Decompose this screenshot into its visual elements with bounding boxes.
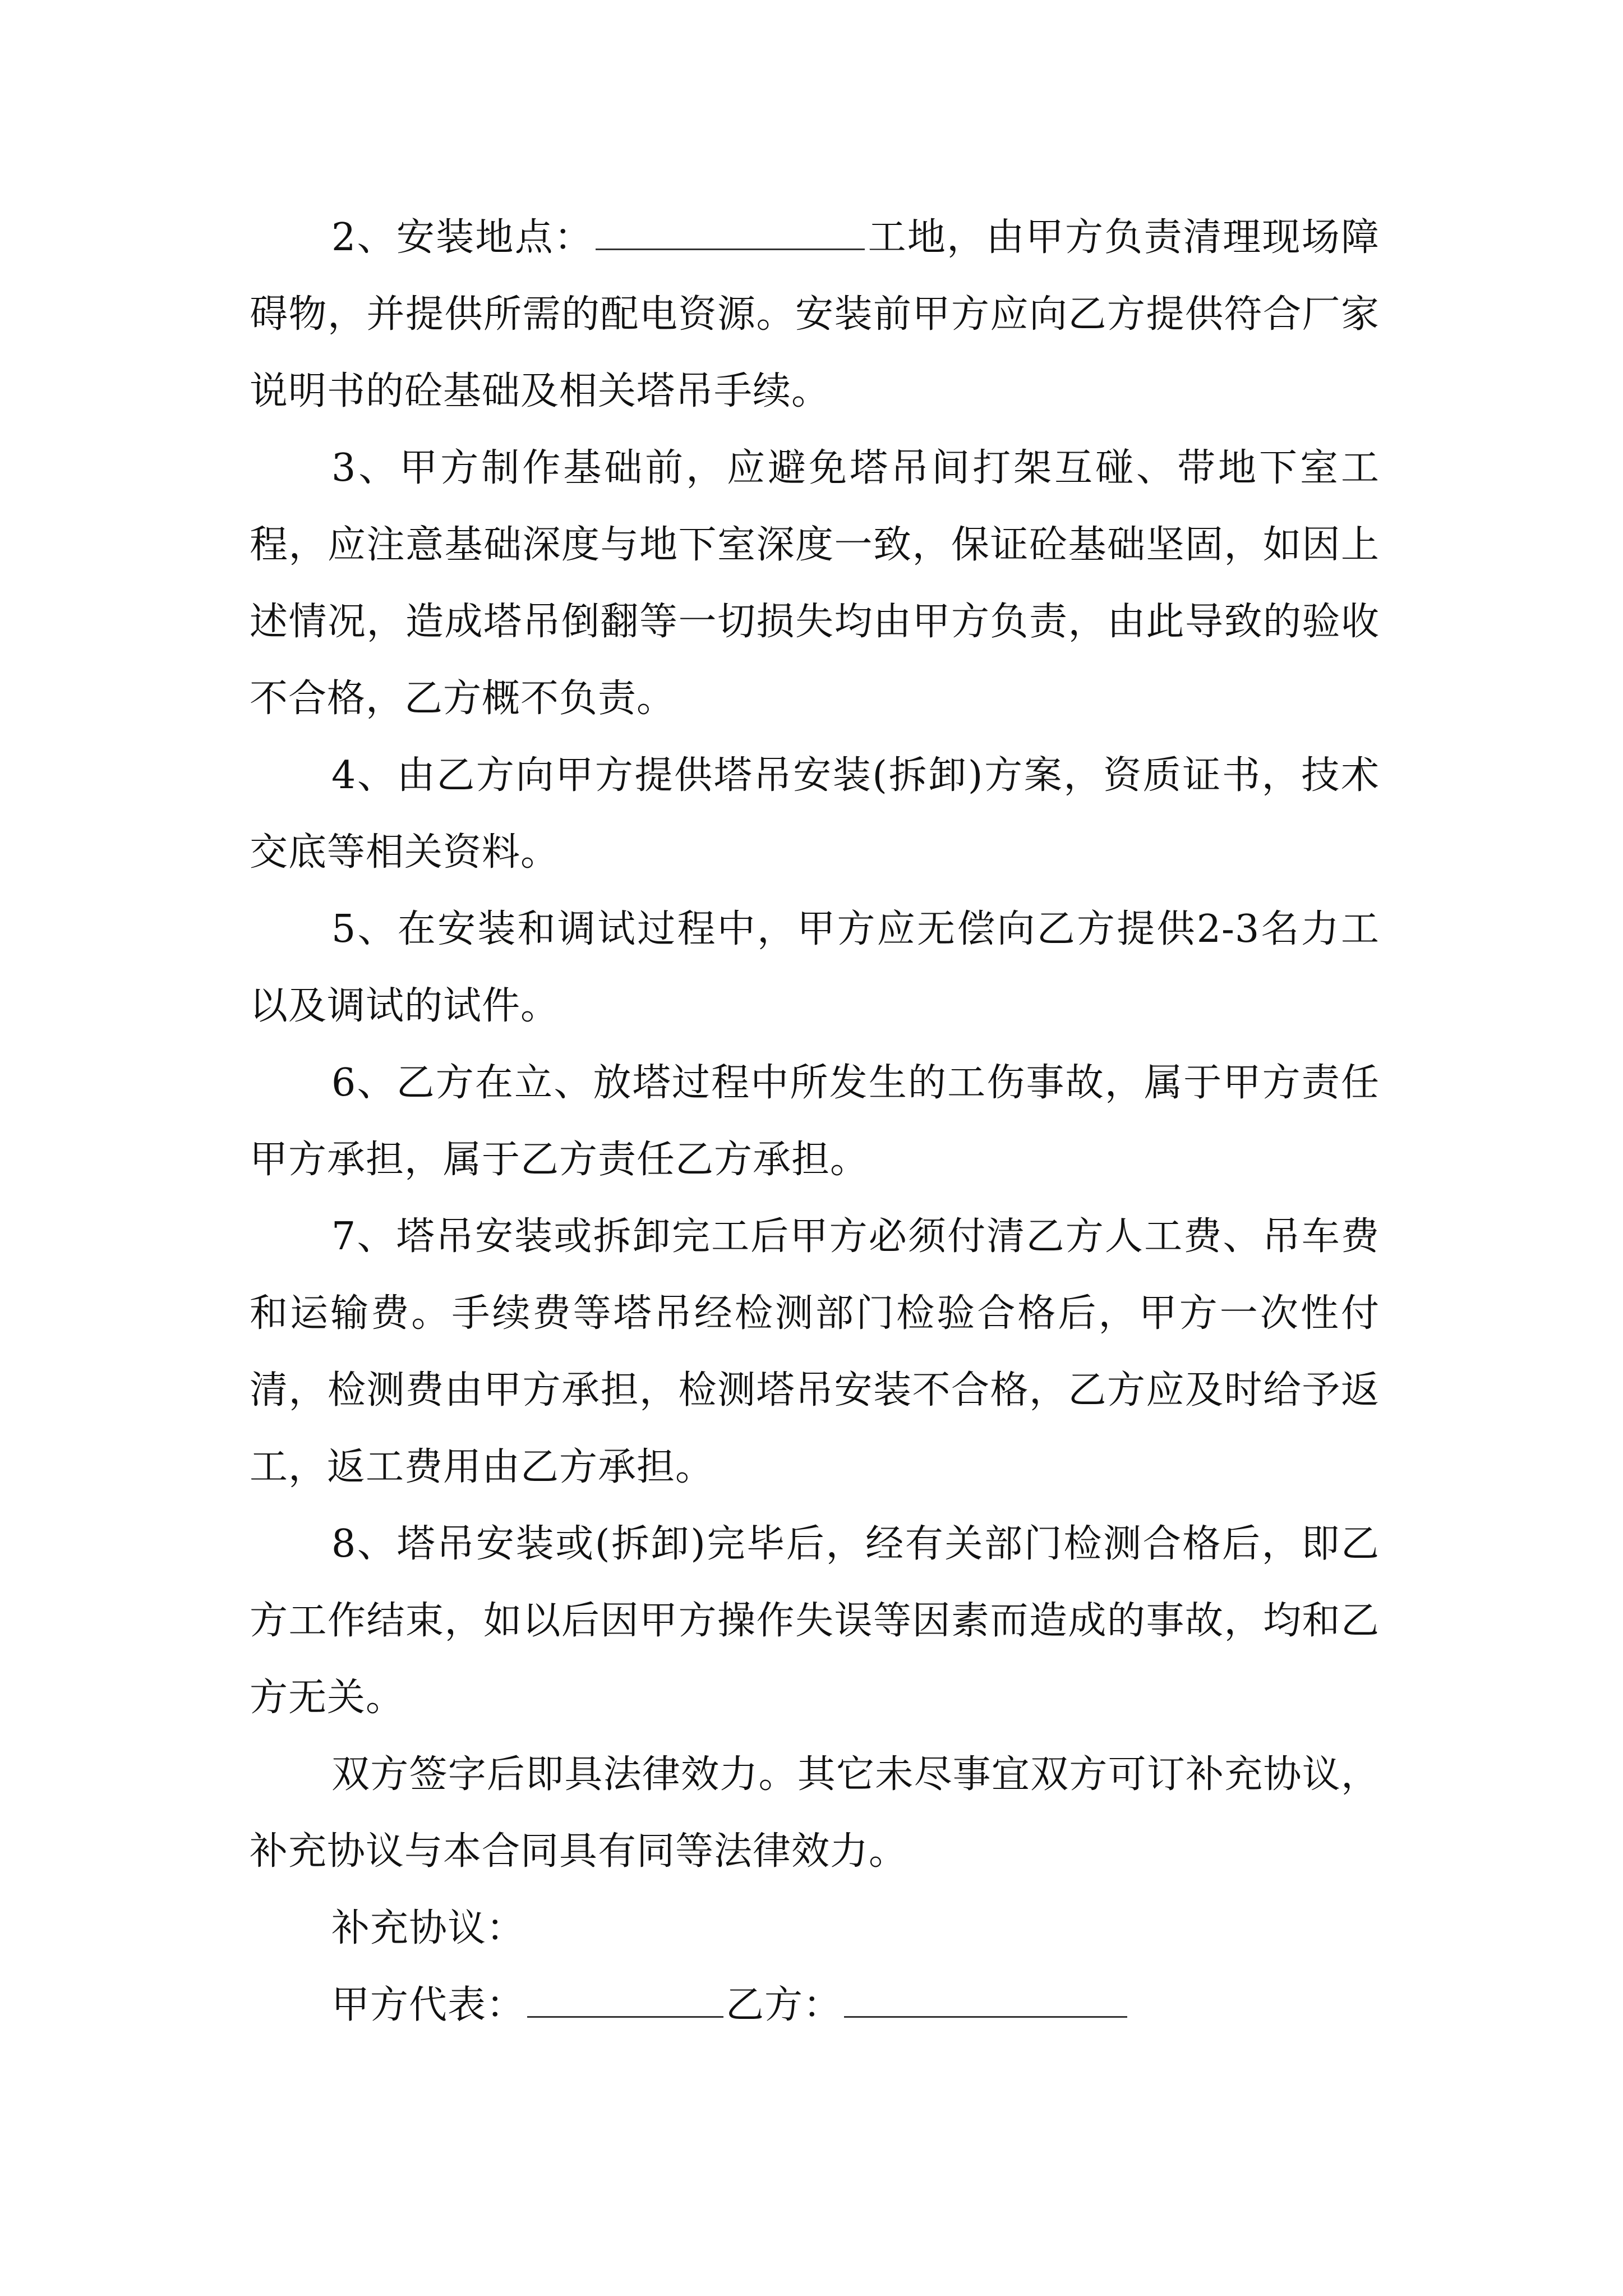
party-b-label: 乙方： <box>726 1983 842 2027</box>
party-b-blank-line <box>844 1976 1127 2018</box>
party-a-blank-line <box>527 1976 723 2018</box>
supplement-label: 补充协议： <box>331 1906 525 1950</box>
effect-clause: 双方签字后即具法律效力。其它未尽事宜双方可订补充协议，补充协议与本合同具有同等法律效力。 <box>250 1752 1380 1874</box>
clause-4: 4、由乙方向甲方提供塔吊安装(拆卸)方案，资质证书，技术交底等相关资料。 <box>250 753 1380 875</box>
clause-7: 7、塔吊安装或拆卸完工后甲方必须付清乙方人工费、吊车费和运输费。手续费等塔吊经检测部门检验合格后，甲方一次性付清，检测费由甲方承担，检测塔吊安装不合格，乙方应及时给予返工，返工费用由乙方承担。 <box>250 1214 1380 1489</box>
site-blank-line <box>596 208 865 250</box>
clause-2 <box>250 199 1380 430</box>
clause-6: 6、乙方在立、放塔过程中所发生的工伤事故，属于甲方责任甲方承担，属于乙方责任乙方承担。 <box>250 1061 1380 1182</box>
signature-line <box>250 1967 1380 2044</box>
clause-5: 5、在安装和调试过程中，甲方应无偿向乙方提供2-3名力工以及调试的试件。 <box>250 907 1380 1028</box>
clause-8: 8、塔吊安装或(拆卸)完毕后，经有关部门检测合格后，即乙方工作结束，如以后因甲方操作失误等因素而造成的事故，均和乙方无关。 <box>250 1522 1380 1720</box>
clause-2-prefix: 2、安装地点： <box>331 215 594 260</box>
clause-3: 3、甲方制作基础前，应避免塔吊间打架互碰、带地下室工程，应注意基础深度与地下室深度一致，保证砼基础坚固，如因上述情况，造成塔吊倒翻等一切损失均由甲方负责，由此导致的验收不合格，乙方概不负责。 <box>250 446 1380 721</box>
party-a-label: 甲方代表： <box>331 1983 525 2027</box>
clause-2-suffix: 工地，由甲方负责清理现场障碍物，并提供所需的配电资源。安装前甲方应向乙方提供符合厂家说明书的砼基础及相关塔吊手续。 <box>250 215 1380 413</box>
contract-body <box>250 199 1380 2044</box>
